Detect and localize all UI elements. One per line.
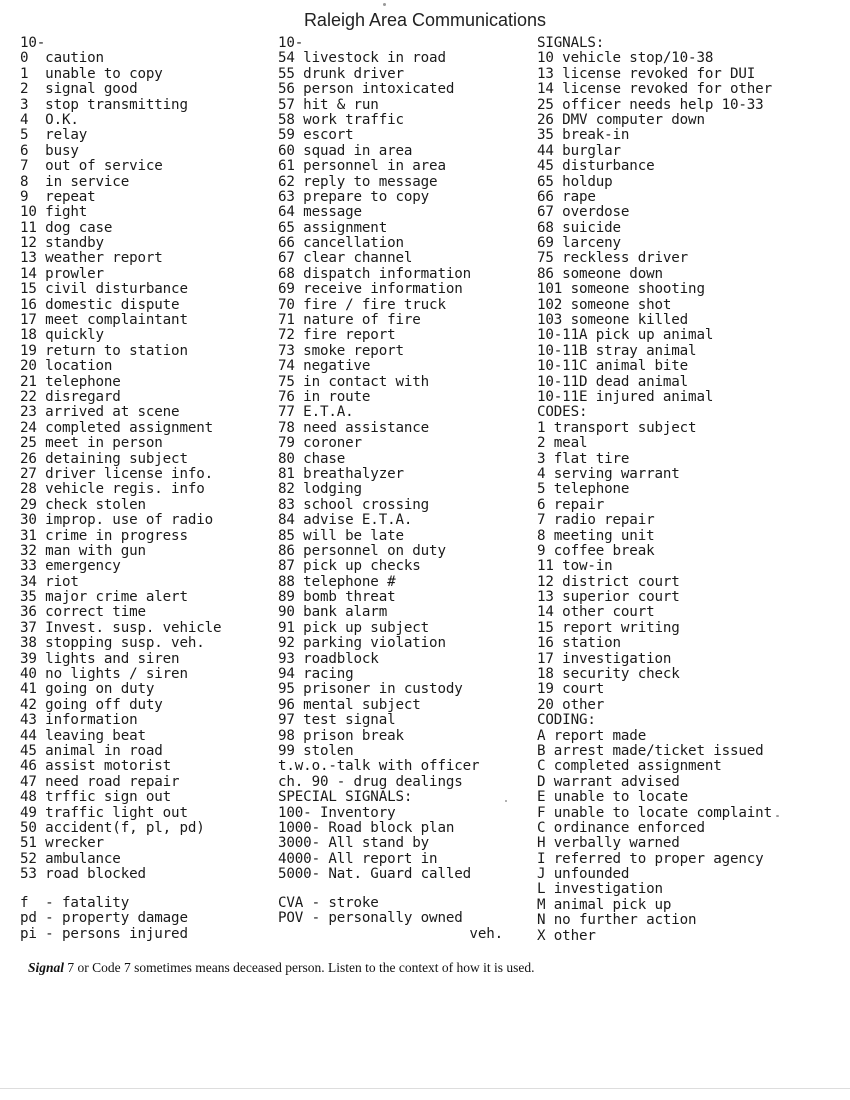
code-entry: 52 ambulance [20,850,121,867]
section-heading: CODING: [537,712,596,729]
code-entry: 18 quickly [20,327,104,344]
ten-codes-column-2 [278,36,536,882]
code-entry: 5 telephone [537,481,630,498]
code-entry: 4000- All report in [278,850,438,867]
code-entry: 11 tow-in [537,558,613,575]
code-entry: 93 roadblock [278,650,379,667]
code-entry: F unable to locate complaint [537,804,772,821]
code-entry: 13 license revoked for DUI [537,65,756,82]
code-entry: 72 fire report [278,327,396,344]
code-entry: 57 hit & run [278,96,379,113]
code-entry: 37 Invest. susp. vehicle [20,619,222,636]
code-entry: 20 location [20,358,113,375]
code-entry: 8 meeting unit [537,527,655,544]
code-entry: 85 will be late [278,527,404,544]
code-entry: N no further action [537,912,697,929]
legend-item-veh: veh. [469,925,503,942]
code-entry: 7 out of service [20,158,163,175]
document-title: Raleigh Area Communications [303,10,547,30]
code-entry: 35 major crime alert [20,589,188,606]
code-entry: 26 DMV computer down [537,111,705,128]
code-entry: B arrest made/ticket issued [537,742,764,759]
code-entry: 88 telephone # [278,573,396,590]
code-entry: 94 racing [278,666,354,683]
code-prefix-heading: 10- [20,35,46,51]
code-entry: 59 escort [278,127,354,144]
code-entry: 10-11A pick up animal [537,327,714,344]
code-entry: 16 station [537,635,621,652]
code-entry: 58 work traffic [278,111,404,128]
code-entry: 44 burglar [537,142,621,159]
code-entry: 86 personnel on duty [278,542,446,559]
code-entry: 16 domestic dispute [20,296,180,313]
code-entry: 23 arrived at scene [20,404,180,421]
code-entry: 39 lights and siren [20,650,180,667]
code-entry: 91 pick up subject [278,619,430,636]
code-entry: 34 riot [20,573,79,590]
code-entry: 10-11D dead animal [537,373,689,390]
code-entry: 14 prowler [20,265,104,282]
code-entry: 20 other [537,696,605,713]
code-entry: 50 accident(f, pl, pd) [20,819,205,836]
code-entry: 76 in route [278,388,371,405]
section-heading: SPECIAL SIGNALS: [278,789,413,806]
code-entry: 89 bomb threat [278,589,396,606]
code-entry: 73 smoke report [278,342,404,359]
code-entry: 67 overdose [537,204,630,221]
code-entry: 48 trffic sign out [20,789,172,806]
code-entry: 3 stop transmitting [20,96,188,113]
abbreviation-legend [20,896,188,942]
code-entry: 21 telephone [20,373,121,390]
code-entry: 42 going off duty [20,696,163,713]
legend-item: pd - property damage [20,910,188,927]
code-entry: 15 report writing [537,619,680,636]
code-entry: 10 vehicle stop/10-38 [537,50,714,67]
code-entry: 25 officer needs help 10-33 [537,96,764,113]
code-entry: 15 civil disturbance [20,281,188,298]
code-entry: 83 school crossing [278,496,430,513]
code-entry: 101 someone shooting [537,281,705,298]
code-entry: 68 suicide [537,219,621,236]
code-entry: 45 animal in road [20,742,163,759]
code-entry: 100- Inventory [278,804,396,821]
code-entry: 24 completed assignment [20,419,214,436]
code-entry: 2 signal good [20,81,138,98]
legend-item-cva: CVA - stroke [278,895,379,911]
code-entry: 80 chase [278,450,346,467]
code-entry: 1 transport subject [537,419,697,436]
code-entry: L investigation [537,881,663,898]
code-entry: 102 someone shot [537,296,672,313]
code-entry: 84 advise E.T.A. [278,512,413,529]
code-entry: 60 squad in area [278,142,413,159]
legend-item-pov: POV - personally owned [278,910,463,927]
code-entry: 69 receive information [278,281,463,298]
scan-speck [505,800,507,802]
section-heading: SIGNALS: [537,35,605,51]
code-entry: 1000- Road block plan [278,819,455,836]
code-entry: 66 rape [537,188,596,205]
code-entry: 12 standby [20,235,104,252]
code-entry: 92 parking violation [278,635,446,652]
code-entry: 22 disregard [20,388,121,405]
ten-codes-column-1 [20,36,278,882]
code-entry: C ordinance enforced [537,819,705,836]
code-entry: 8 in service [20,173,130,190]
code-entry: 90 bank alarm [278,604,388,621]
code-entry: 1 unable to copy [20,65,163,82]
code-entry: 4 O.K. [20,111,79,128]
code-entry: 17 meet complaintant [20,312,188,329]
code-entry: 30 improp. use of radio [20,512,214,529]
code-entry: 18 security check [537,666,680,683]
scan-edge [0,1088,850,1089]
legend-item: f - fatality [20,895,130,911]
code-entry: 77 E.T.A. [278,404,354,421]
code-entry: 26 detaining subject [20,450,188,467]
code-entry: 103 someone killed [537,312,689,329]
code-entry: D warrant advised [537,773,680,790]
code-entry: J unfounded [537,866,630,883]
code-entry: 68 dispatch information [278,265,472,282]
code-entry: 32 man with gun [20,542,146,559]
code-entry: 33 emergency [20,558,121,575]
code-entry: E unable to locate [537,789,689,806]
code-entry: 19 return to station [20,342,188,359]
code-entry: 53 road blocked [20,866,146,883]
code-entry: 54 livestock in road [278,50,446,67]
code-entry: 10-11B stray animal [537,342,697,359]
code-entry: 31 crime in progress [20,527,188,544]
medical-vehicle-legend [278,896,503,942]
code-entry: 35 break-in [537,127,630,144]
footer-signal-word: Signal [28,960,65,975]
code-entry: 61 personnel in area [278,158,446,175]
code-entry: 65 holdup [537,173,613,190]
code-entry: 66 cancellation [278,235,404,252]
code-entry: 5 relay [20,127,88,144]
code-entry: 9 repeat [20,188,96,205]
footer-note [28,960,535,976]
code-entry: 51 wrecker [20,835,104,852]
code-entry: 46 assist motorist [20,758,172,775]
code-entry: 0 caution [20,50,104,67]
code-entry: 40 no lights / siren [20,666,188,683]
code-entry: H verbally warned [537,835,680,852]
code-entry: 67 clear channel [278,250,413,267]
code-entry: 45 disturbance [537,158,655,175]
code-entry: 11 dog case [20,219,113,236]
code-entry: 71 nature of fire [278,312,421,329]
code-entry: 44 leaving beat [20,727,146,744]
code-entry: 10-11E injured animal [537,388,714,405]
scan-speck [776,815,779,817]
code-entry: 13 weather report [20,250,163,267]
code-entry: 56 person intoxicated [278,81,455,98]
footer-text: 7 or Code 7 sometimes means deceased person. Listen to the context of how it is used. [64,960,535,975]
code-entry: 6 busy [20,142,79,159]
code-entry: 4 serving warrant [537,465,680,482]
code-entry: 69 larceny [537,235,621,252]
code-entry: 75 reckless driver [537,250,689,267]
code-entry: 75 in contact with [278,373,430,390]
code-entry: 17 investigation [537,650,672,667]
code-entry: 86 someone down [537,265,663,282]
code-entry: 28 vehicle regis. info [20,481,205,498]
code-entry: 81 breathalyzer [278,465,404,482]
code-entry: 3 flat tire [537,450,630,467]
code-entry: 64 message [278,204,362,221]
code-entry: 19 court [537,681,605,698]
code-entry: 41 going on duty [20,681,155,698]
code-entry: 36 correct time [20,604,146,621]
code-entry: 79 coroner [278,435,362,452]
code-entry: 5000- Nat. Guard called [278,866,472,883]
code-entry: 7 radio repair [537,512,655,529]
code-entry: 2 meal [537,435,588,452]
code-entry: 14 license revoked for other [537,81,772,98]
code-entry: 55 drunk driver [278,65,404,82]
scan-speck [383,3,386,6]
code-entry: 98 prison break [278,727,404,744]
code-entry: t.w.o.-talk with officer [278,758,480,775]
code-entry: 10-11C animal bite [537,358,689,375]
code-entry: I referred to proper agency [537,850,764,867]
code-prefix-heading: 10- [278,35,304,51]
code-entry: M animal pick up [537,896,672,913]
code-entry: 38 stopping susp. veh. [20,635,205,652]
section-heading: CODES: [537,404,588,421]
code-entry: 96 mental subject [278,696,421,713]
code-entry: 43 information [20,712,138,729]
code-entry: 14 other court [537,604,655,621]
code-entry: 82 lodging [278,481,362,498]
code-entry: 87 pick up checks [278,558,421,575]
code-entry: A report made [537,727,647,744]
code-entry: 12 district court [537,573,680,590]
code-entry: 6 repair [537,496,605,513]
code-entry: 13 superior court [537,589,680,606]
code-entry: C completed assignment [537,758,722,775]
code-entry: 47 need road repair [20,773,180,790]
code-entry: 63 prepare to copy [278,188,430,205]
legend-item: pi - persons injured [20,925,188,942]
code-entry: 99 stolen [278,742,354,759]
code-entry: 9 coffee break [537,542,655,559]
code-entry: 3000- All stand by [278,835,430,852]
code-entry: X other [537,927,596,944]
code-entry: 10 fight [20,204,88,221]
code-entry: 97 test signal [278,712,396,729]
code-entry: 65 assignment [278,219,388,236]
code-entry: 62 reply to message [278,173,438,190]
code-entry: 70 fire / fire truck [278,296,446,313]
signals-codes-column [537,36,847,944]
code-entry: 74 negative [278,358,371,375]
code-entry: 25 meet in person [20,435,163,452]
code-entry: 95 prisoner in custody [278,681,463,698]
code-entry: 29 check stolen [20,496,146,513]
code-entry: 27 driver license info. [20,465,214,482]
code-entry: 78 need assistance [278,419,430,436]
code-entry: ch. 90 - drug dealings [278,773,463,790]
code-entry: 49 traffic light out [20,804,188,821]
